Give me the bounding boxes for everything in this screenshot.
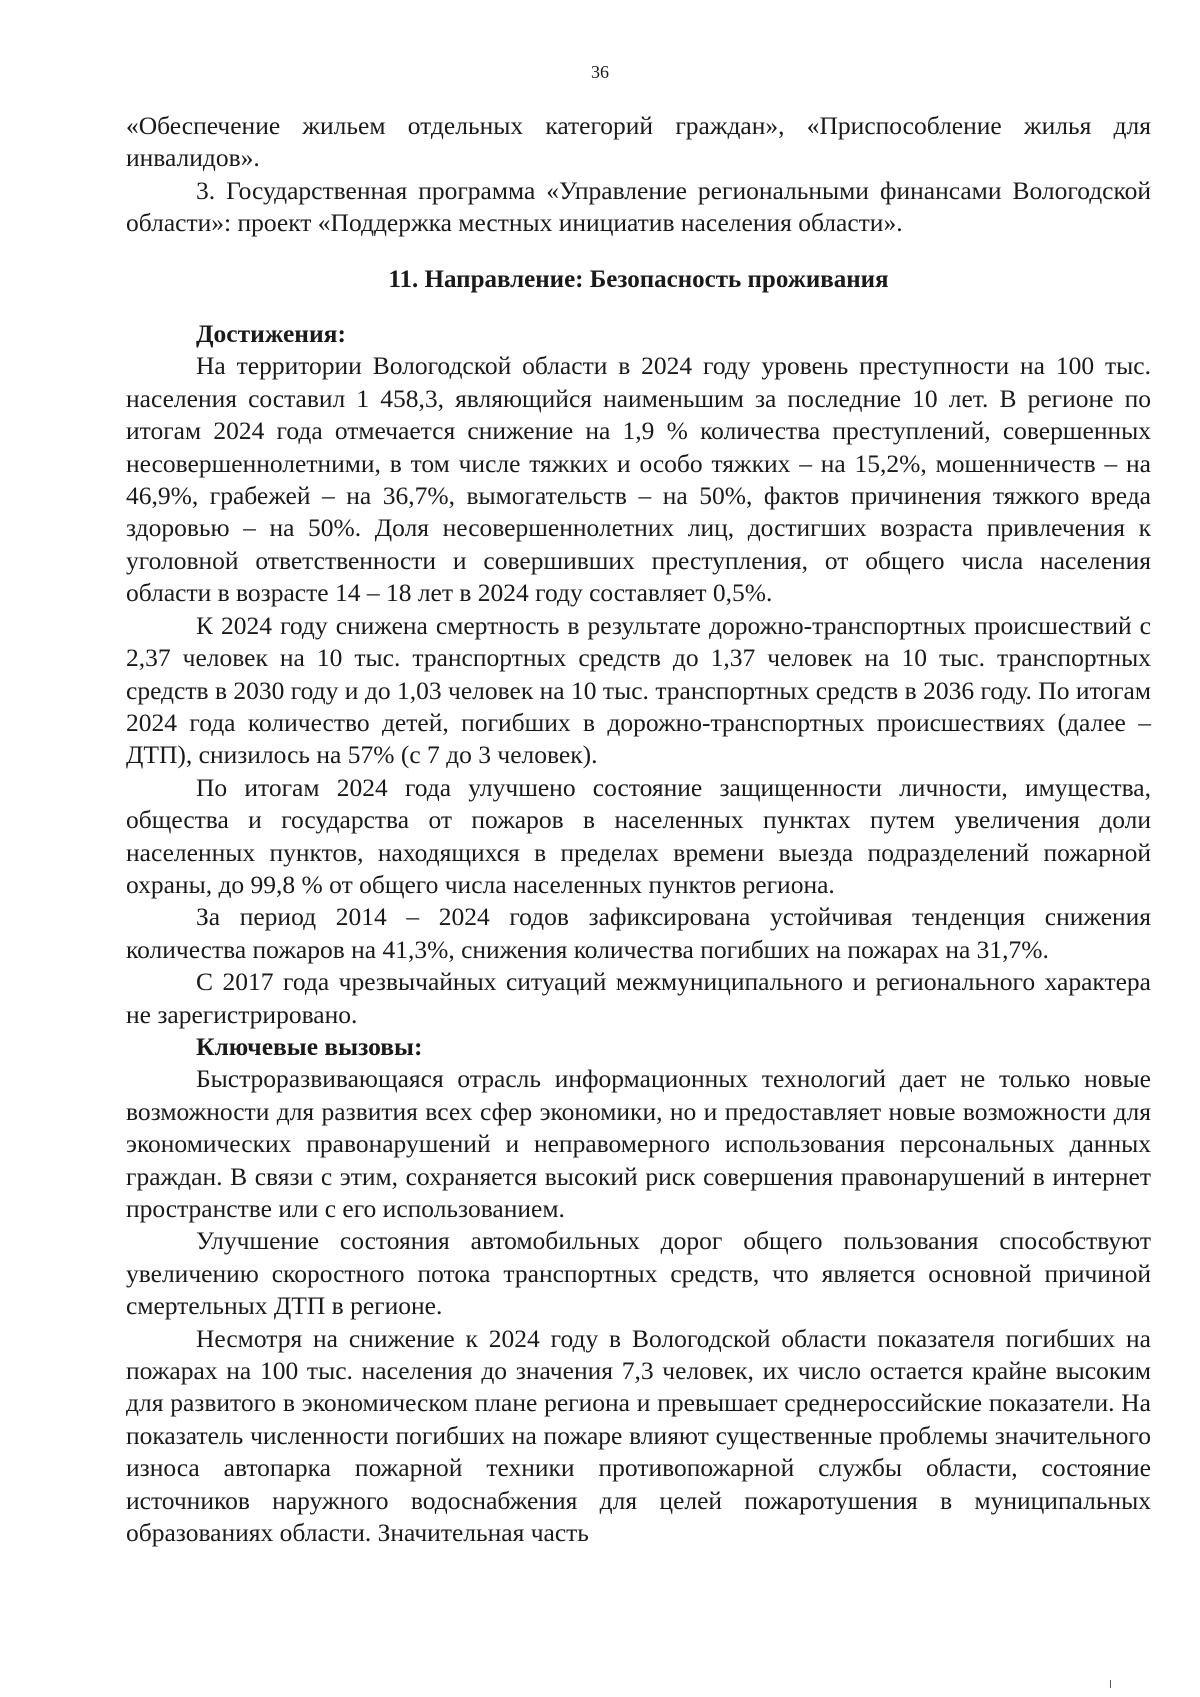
scan-mark xyxy=(1110,1680,1111,1688)
achievement-paragraph: По итогам 2024 года улучшено состояние защищенности личности, имущества, общества и государства от пожаров в населенных пунктах путем увеличения доли населенных пунктов, находящихся в пределах времени выезда подразделений пожарной охраны, до 99,8 % от общего числа населенных пунктов региона. xyxy=(126,772,1151,899)
achievement-paragraph: К 2024 году снижена смертность в результате дорожно-транспортных происшествий с 2,37 человек на 10 тыс. транспортных средств до 1,37 человек на 10 тыс. транспортных средств в 2030 году и до 1,03 человек на 10 тыс. транспортных средств в 2036 году. По итогам 2024 года количество детей, погибших в дорожно-транспортных происшествиях (далее – ДТП), снизилось на 57% (с 7 до 3 человек). xyxy=(126,610,1151,770)
achievement-paragraph: За период 2014 – 2024 годов зафиксирована устойчивая тенденция снижения количества пожаров на 41,3%, снижения количества погибших на пожарах на 31,7%. xyxy=(126,902,1151,964)
page-number: 36 xyxy=(591,62,609,82)
achievement-paragraph: С 2017 года чрезвычайных ситуаций межмуниципального и регионального характера не зарегистрировано. xyxy=(126,967,1151,1029)
challenge-paragraph: Улучшение состояния автомобильных дорог общего пользования способствуют увеличению скоростного потока транспортных средств, что является основной причиной смертельных ДТП в регионе. xyxy=(126,1226,1151,1321)
challenge-paragraph: Быстроразвивающаяся отрасль информационных технологий дает не только новые возможности для развития всех сфер экономики, но и предоставляет новые возможности для экономических правонарушений и неправомерного использования персональных данных граждан. В связи с этим, сохраняется высокий риск совершения правонарушений в интернет пространстве или с его использованием. xyxy=(126,1064,1151,1223)
achievements-heading: Достижения: xyxy=(196,319,346,349)
achievement-paragraph: На территории Вологодской области в 2024 году уровень преступности на 100 тыс. населения составил 1 458,3, являющийся наименьшим за последние 10 лет. В регионе по итогам 2024 года отмечается снижение на 1,9 % количества преступлений, совершенных несовершеннолетними, в том числе тяжких и особо тяжких – на 15,2%, мошенничеств – на 46,9%, грабежей – на 36,7%, вымогательств – на 50%, фактов причинения тяжкого вреда здоровью – на 50%. Доля несовершеннолетних лиц, достигших возраста привлечения к уголовной ответственности и совершивших преступления, от общего числа населения области в возрасте 14 – 18 лет в 2024 году составляет 0,5%. xyxy=(126,351,1151,608)
document-body xyxy=(126,110,1151,1549)
challenge-paragraph: Несмотря на снижение к 2024 году в Вологодской области показателя погибших на пожарах на 100 тыс. населения до значения 7,3 человек, их число остается крайне высоким для развитого в экономическом плане региона и превышает среднероссийские показатели. На показатель численности погибших на пожаре влияют существенные проблемы значительного износа автопарка пожарной техники противопожарной службы области, состояние источников наружного водоснабжения для целей пожаротушения в муниципальных образованиях области. Значительная часть xyxy=(126,1323,1151,1548)
challenges-heading: Ключевые вызовы: xyxy=(196,1031,423,1061)
paragraph-continuation: «Обеспечение жильем отдельных категорий граждан», «Приспособление жилья для инвалидов». xyxy=(126,111,1151,173)
paragraph-program-3: 3. Государственная программа «Управление региональными финансами Вологодской области»: проект «Поддержка местных инициатив населения области». xyxy=(126,175,1151,238)
section-title: 11. Направление: Безопасность проживания xyxy=(388,265,889,293)
